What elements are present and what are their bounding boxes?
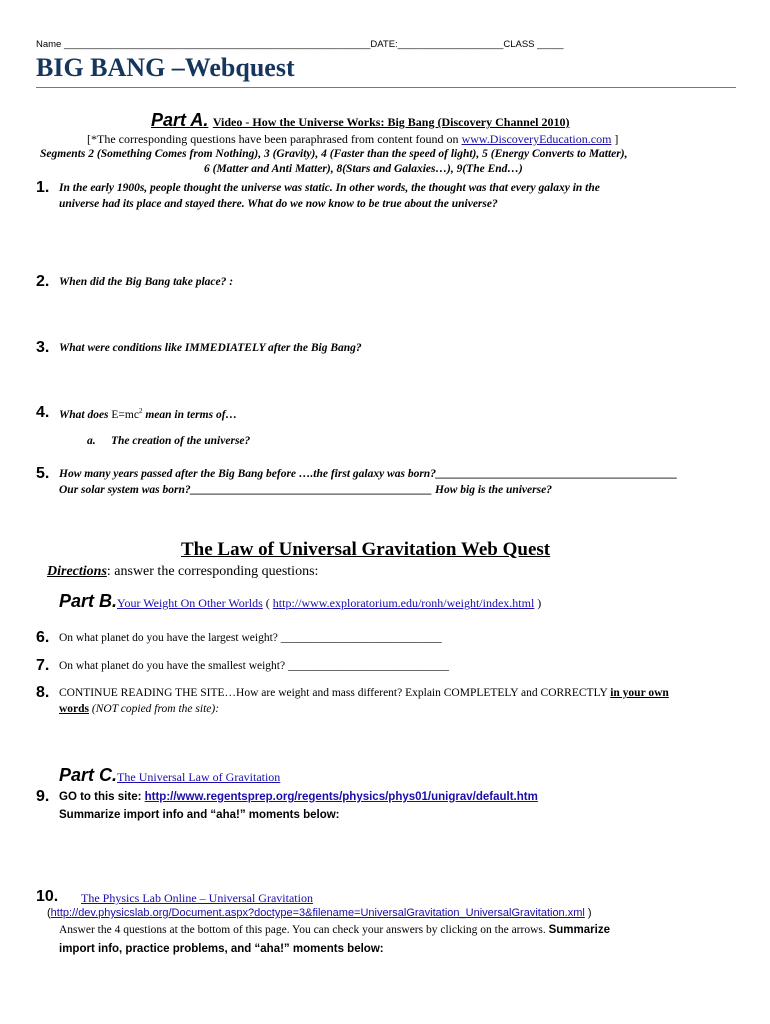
part-c-label: Part C.: [59, 765, 118, 785]
physicslab-url-link[interactable]: http://dev.physicslab.org/Document.aspx?doctype=3&filename=UniversalGravitation_UniversalGravitation.xml: [50, 907, 585, 919]
part-b-url-open: (: [262, 596, 273, 610]
question-2-text: When did the Big Bang take place? :: [59, 276, 234, 288]
question-8-pre: CONTINUE READING THE SITE…How are weight and mass different? Explain COMPLETELY and CORRECTLY: [59, 687, 611, 699]
physics-lab-online-link[interactable]: The Physics Lab Online – Universal Gravitation: [81, 891, 313, 905]
directions-line: [47, 564, 318, 580]
question-4a-text: The creation of the universe?: [111, 435, 251, 447]
question-5-number: 5.: [36, 465, 50, 482]
discovery-education-link[interactable]: www.DiscoveryEducation.com: [461, 132, 612, 146]
question-4a-label: a.: [87, 435, 96, 447]
part-a-note: [87, 132, 618, 147]
directions-text: : answer the corresponding questions:: [106, 564, 319, 579]
question-1-number: 1.: [36, 179, 50, 196]
question-6-text: On what planet do you have the largest weight? ____________________________: [59, 632, 442, 644]
part-a-note-prefix: [*The corresponding questions have been paraphrased from content found on: [87, 132, 462, 146]
question-10-url-line: [47, 907, 592, 919]
part-a-label: Part A.: [151, 110, 209, 130]
part-b-heading: [59, 591, 541, 612]
question-4-post: mean in terms of…: [142, 408, 238, 421]
segments-line-1: Segments 2 (Something Comes from Nothing), 3 (Gravity), 4 (Faster than the speed of light), 5 (Energy Converts to Matter),: [40, 148, 628, 160]
weight-on-other-worlds-link[interactable]: Your Weight On Other Worlds: [117, 596, 263, 610]
part-a-heading: [151, 110, 569, 131]
gravitation-heading: The Law of Universal Gravitation Web Quest: [181, 539, 551, 560]
question-10-line-1: [59, 924, 610, 936]
page-title: BIG BANG –Webquest: [36, 53, 295, 82]
question-3-number: 3.: [36, 339, 50, 356]
question-8-emphasis-1: in your own: [610, 687, 669, 699]
question-8-line-1: [59, 687, 669, 699]
question-7-text: On what planet do you have the smallest weight? ____________________________: [59, 660, 449, 672]
question-9-line-1: [59, 791, 538, 803]
part-a-video-title: Video - How the Universe Works: Big Bang (Discovery Channel 2010): [212, 115, 570, 129]
question-9-number: 9.: [36, 788, 50, 805]
question-10-number: 10.: [36, 888, 59, 905]
question-6-number: 6.: [36, 629, 50, 646]
question-1-line-1: In the early 1900s, people thought the universe was static. In other words, the thought was that every galaxy in the: [59, 182, 600, 194]
exploratorium-url-link[interactable]: http://www.exploratorium.edu/ronh/weight/index.html: [272, 596, 535, 610]
emc2-exponent: 2: [138, 407, 143, 415]
question-8-line-2: [59, 703, 219, 715]
question-5-line-1: How many years passed after the Big Bang before ….the first galaxy was born?__________________________________________: [59, 468, 678, 480]
question-10-line-1-pre: Answer the 4 questions at the bottom of this page. You can check your answers by clicking on the arrows.: [59, 924, 549, 936]
directions-label: Directions: [47, 564, 107, 579]
question-10-line-2: import info, practice problems, and “aha!” moments below:: [59, 943, 384, 955]
question-10-url-close: ): [584, 907, 592, 919]
question-4-pre: What does: [59, 408, 112, 421]
question-9-line-2: Summarize import info and “aha!” moments below:: [59, 809, 340, 821]
question-5-line-2: Our solar system was born?__________________________________________ How big is the universe?: [59, 484, 552, 496]
question-8-post: (NOT copied from the site):: [89, 703, 220, 715]
question-10-line-1-bold: Summarize: [548, 924, 610, 936]
question-2-number: 2.: [36, 273, 50, 290]
question-7-number: 7.: [36, 657, 50, 674]
part-b-url-close: ): [534, 596, 542, 610]
part-b-label: Part B.: [59, 591, 118, 611]
part-a-note-suffix: ]: [611, 132, 619, 146]
question-4-number: 4.: [36, 404, 50, 421]
question-9-pre: GO to this site:: [59, 791, 145, 803]
question-8-emphasis-2: words: [59, 703, 90, 715]
question-3-text: What were conditions like IMMEDIATELY after the Big Bang?: [59, 342, 362, 354]
segments-line-2: 6 (Matter and Anti Matter), 8(Stars and Galaxies…), 9(The End…): [204, 163, 523, 175]
question-4-text: [59, 407, 237, 421]
part-c-heading: [59, 765, 280, 786]
title-rule: [36, 87, 736, 88]
name-date-class-line: Name __________________________________________________________DATE:____________________CLASS _____: [36, 39, 564, 50]
emc2-formula: E=mc: [111, 408, 139, 421]
universal-law-of-gravitation-link[interactable]: The Universal Law of Gravitation: [117, 770, 281, 784]
regentsprep-url-link[interactable]: http://www.regentsprep.org/regents/physics/phys01/unigrav/default.htm: [144, 791, 538, 803]
question-10-url-open: (: [47, 907, 51, 919]
question-8-number: 8.: [36, 684, 50, 701]
question-1-line-2: universe had its place and stayed there. What do we now know to be true about the universe?: [59, 198, 498, 210]
